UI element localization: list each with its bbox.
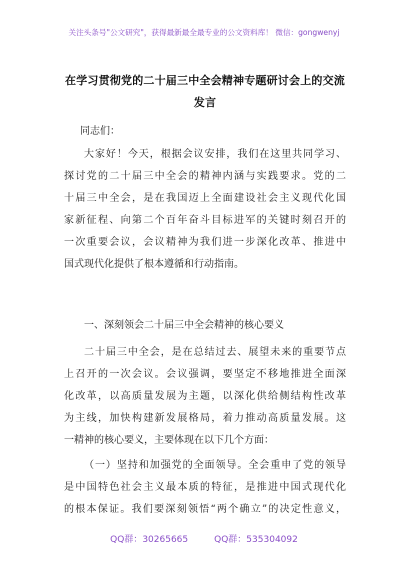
paragraph-line: 十届三中全会，是在我国迈上全面建设社会主义现代化国	[64, 193, 346, 204]
paragraph-line: 大家好！今天，根据会议安排，我们在这里共同学习、	[84, 149, 346, 160]
paragraph-line: 上召开的一次会议。会议强调，要坚定不移地推进全面深	[64, 369, 346, 380]
paragraph-line: 一次重要会议，会议精神为我们进一步深化改革、推进中	[64, 237, 346, 248]
paragraph-line: 一精神的核心要义，主要体现在以下几个方面：	[64, 435, 274, 446]
title-line: 在学习贯彻党的二十届三中全会精神专题研讨会上的交流	[65, 74, 345, 87]
title-line: 发言	[193, 96, 217, 109]
paragraph-line: 国式现代化提供了根本遵循和行动指南。	[64, 259, 244, 270]
footer-bar	[0, 532, 408, 545]
paragraph-intro	[64, 144, 346, 276]
qq-group-1: QQ群：30265665	[110, 535, 189, 545]
paragraph-line: 化改革，以高质量发展为主题，以深化供给侧结构性改革	[64, 391, 346, 402]
paragraph-line: 二十届三中全会，是在总结过去、展望未来的重要节点	[84, 347, 346, 358]
paragraph-line: 为主线，加快构建新发展格局，着力推动高质量发展。这	[64, 413, 346, 424]
paragraph-line: 探讨党的二十届三中全会的精神内涵与实践要求。党的二	[64, 171, 346, 182]
document-title	[60, 70, 350, 114]
paragraph-line: 的根本保证。我们要深刻领悟“两个确立”的决定性意义，	[64, 504, 346, 515]
paragraph-line: 家新征程、向第二个百年奋斗目标进军的关键时刻召开的	[64, 215, 346, 226]
section-heading: 一、深刻领会二十届三中全会精神的核心要义	[84, 320, 284, 331]
paragraph-line: 是中国特色社会主义最本质的特征，是推进中国式现代化	[64, 482, 346, 493]
paragraph-line: （一）坚持和加强党的全面领导。全会重申了党的领导	[84, 460, 346, 471]
qq-group-2: QQ群：535304092	[214, 535, 298, 545]
salutation: 同志们：	[80, 126, 120, 137]
header-banner: 关注头条号"公文研究"，获得最新最全最专业的公文资料库！ 微信：gongwenyj	[68, 28, 340, 37]
paragraph-leadership	[64, 455, 346, 521]
paragraph-core	[64, 342, 346, 452]
